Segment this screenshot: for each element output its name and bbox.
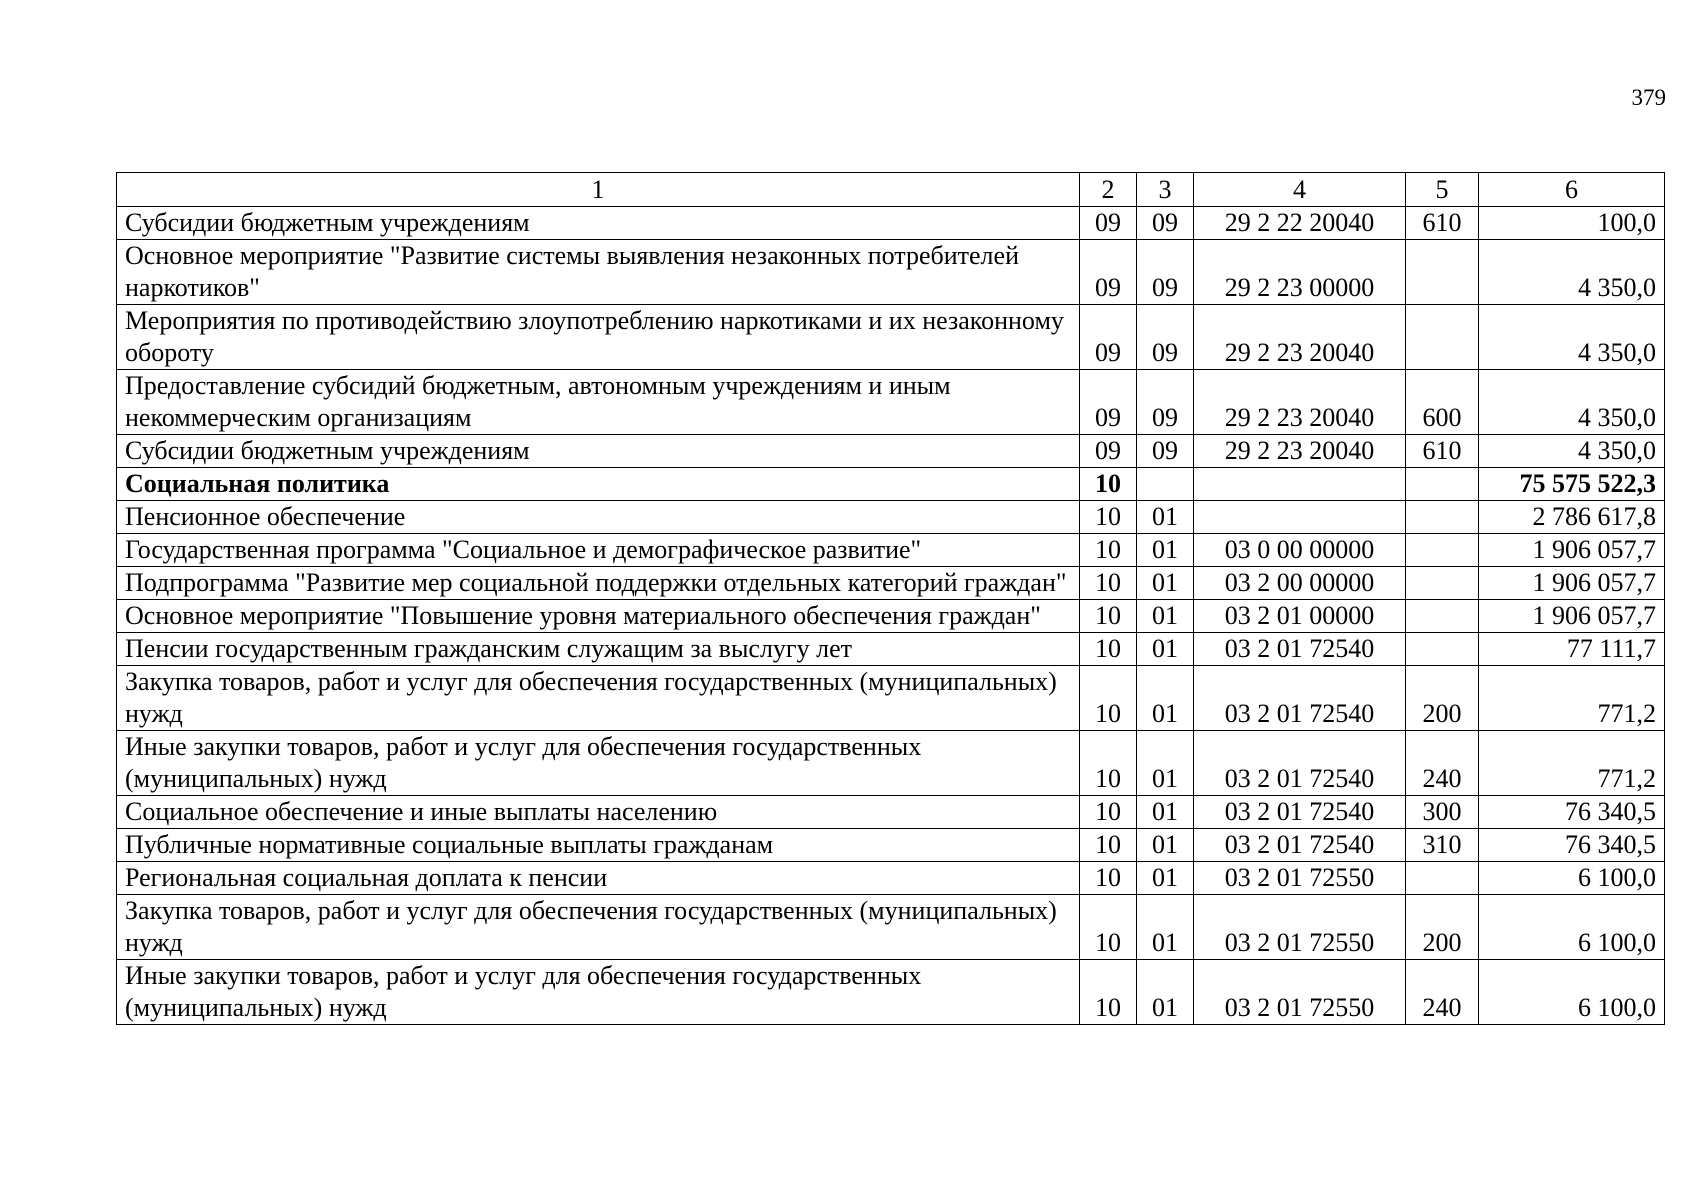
row-amount: 2 786 617,8 [1479, 501, 1665, 534]
row-target-code: 03 2 01 00000 [1194, 600, 1406, 633]
table-row [117, 207, 1665, 240]
row-amount: 4 350,0 [1479, 240, 1665, 305]
row-name: Закупка товаров, работ и услуг для обеспечения государственных (муниципальных) нужд [117, 895, 1080, 960]
row-target-code: 03 0 00 00000 [1194, 534, 1406, 567]
row-subsection: 01 [1137, 534, 1194, 567]
row-amount: 6 100,0 [1479, 895, 1665, 960]
row-target-code: 03 2 01 72550 [1194, 895, 1406, 960]
row-target-code [1194, 468, 1406, 501]
table-row [117, 796, 1665, 829]
row-section: 10 [1080, 731, 1137, 796]
row-target-code: 29 2 23 20040 [1194, 370, 1406, 435]
row-target-code: 03 2 01 72540 [1194, 666, 1406, 731]
header-col-amount: 6 [1479, 173, 1665, 207]
row-target-code: 03 2 00 00000 [1194, 567, 1406, 600]
row-name: Закупка товаров, работ и услуг для обеспечения государственных (муниципальных) нужд [117, 666, 1080, 731]
row-amount: 1 906 057,7 [1479, 534, 1665, 567]
row-name: Государственная программа "Социальное и демографическое развитие" [117, 534, 1080, 567]
row-expense-type: 240 [1406, 960, 1479, 1025]
row-amount: 100,0 [1479, 207, 1665, 240]
row-section: 09 [1080, 370, 1137, 435]
row-name: Основное мероприятие "Развитие системы выявления незаконных потребителей наркотиков" [117, 240, 1080, 305]
row-section: 10 [1080, 633, 1137, 666]
row-target-code: 03 2 01 72540 [1194, 731, 1406, 796]
row-target-code: 29 2 23 00000 [1194, 240, 1406, 305]
header-col-name: 1 [117, 173, 1080, 207]
row-section: 10 [1080, 468, 1137, 501]
row-section: 09 [1080, 240, 1137, 305]
row-target-code: 03 2 01 72550 [1194, 862, 1406, 895]
header-col-expense-type: 5 [1406, 173, 1479, 207]
row-subsection: 09 [1137, 370, 1194, 435]
row-amount: 4 350,0 [1479, 305, 1665, 370]
row-subsection: 01 [1137, 960, 1194, 1025]
row-section: 10 [1080, 862, 1137, 895]
header-col-target-code: 4 [1194, 173, 1406, 207]
row-target-code [1194, 501, 1406, 534]
row-section: 10 [1080, 796, 1137, 829]
table-row [117, 731, 1665, 796]
row-subsection: 09 [1137, 435, 1194, 468]
row-section: 10 [1080, 567, 1137, 600]
row-subsection: 01 [1137, 666, 1194, 731]
row-section: 10 [1080, 501, 1137, 534]
row-target-code: 29 2 22 20040 [1194, 207, 1406, 240]
header-col-subsection: 3 [1137, 173, 1194, 207]
table-row [117, 567, 1665, 600]
row-section: 10 [1080, 600, 1137, 633]
row-section: 09 [1080, 435, 1137, 468]
table-row [117, 534, 1665, 567]
table-row [117, 633, 1665, 666]
row-name: Иные закупки товаров, работ и услуг для обеспечения государственных (муниципальных) нужд [117, 731, 1080, 796]
row-name: Предоставление субсидий бюджетным, автономным учреждениям и иным некоммерческим организациям [117, 370, 1080, 435]
row-subsection: 01 [1137, 731, 1194, 796]
header-row [117, 173, 1665, 207]
row-section: 10 [1080, 829, 1137, 862]
row-amount: 6 100,0 [1479, 960, 1665, 1025]
row-name: Публичные нормативные социальные выплаты гражданам [117, 829, 1080, 862]
row-section: 09 [1080, 305, 1137, 370]
row-target-code: 03 2 01 72540 [1194, 829, 1406, 862]
row-expense-type [1406, 600, 1479, 633]
row-expense-type [1406, 534, 1479, 567]
table-row [117, 600, 1665, 633]
row-name: Подпрограмма "Развитие мер социальной поддержки отдельных категорий граждан" [117, 567, 1080, 600]
row-subsection: 01 [1137, 501, 1194, 534]
row-amount: 4 350,0 [1479, 370, 1665, 435]
row-subsection: 09 [1137, 305, 1194, 370]
row-subsection: 01 [1137, 796, 1194, 829]
row-subsection: 09 [1137, 207, 1194, 240]
row-expense-type [1406, 468, 1479, 501]
row-amount: 77 111,7 [1479, 633, 1665, 666]
row-section: 10 [1080, 960, 1137, 1025]
row-target-code: 03 2 01 72540 [1194, 796, 1406, 829]
row-amount: 1 906 057,7 [1479, 600, 1665, 633]
row-amount: 4 350,0 [1479, 435, 1665, 468]
row-name: Пенсии государственным гражданским служащим за выслугу лет [117, 633, 1080, 666]
row-section: 09 [1080, 207, 1137, 240]
row-expense-type: 600 [1406, 370, 1479, 435]
row-target-code: 29 2 23 20040 [1194, 435, 1406, 468]
row-name: Пенсионное обеспечение [117, 501, 1080, 534]
table-row-section-total [117, 468, 1665, 501]
row-name: Региональная социальная доплата к пенсии [117, 862, 1080, 895]
row-expense-type [1406, 633, 1479, 666]
table-row [117, 501, 1665, 534]
row-expense-type: 240 [1406, 731, 1479, 796]
row-subsection: 01 [1137, 829, 1194, 862]
row-amount: 76 340,5 [1479, 796, 1665, 829]
row-section: 10 [1080, 534, 1137, 567]
row-name: Субсидии бюджетным учреждениям [117, 207, 1080, 240]
header-col-section: 2 [1080, 173, 1137, 207]
row-subsection: 01 [1137, 567, 1194, 600]
row-expense-type [1406, 567, 1479, 600]
row-name: Субсидии бюджетным учреждениям [117, 435, 1080, 468]
row-amount: 76 340,5 [1479, 829, 1665, 862]
table-row [117, 666, 1665, 731]
row-expense-type: 310 [1406, 829, 1479, 862]
table-row [117, 305, 1665, 370]
table-row [117, 240, 1665, 305]
row-expense-type [1406, 501, 1479, 534]
table-row [117, 862, 1665, 895]
row-expense-type: 610 [1406, 207, 1479, 240]
row-expense-type [1406, 862, 1479, 895]
row-amount: 75 575 522,3 [1479, 468, 1665, 501]
row-expense-type: 610 [1406, 435, 1479, 468]
table-row [117, 370, 1665, 435]
row-subsection: 01 [1137, 600, 1194, 633]
page-number: 379 [1631, 85, 1666, 110]
row-name: Иные закупки товаров, работ и услуг для обеспечения государственных (муниципальных) нужд [117, 960, 1080, 1025]
row-target-code: 03 2 01 72540 [1194, 633, 1406, 666]
row-name: Социальная политика [117, 468, 1080, 501]
row-subsection: 09 [1137, 240, 1194, 305]
table-row [117, 960, 1665, 1025]
row-target-code: 03 2 01 72550 [1194, 960, 1406, 1025]
table-row [117, 829, 1665, 862]
row-subsection: 01 [1137, 862, 1194, 895]
row-amount: 6 100,0 [1479, 862, 1665, 895]
row-amount: 771,2 [1479, 731, 1665, 796]
budget-table [116, 172, 1665, 1025]
row-name: Основное мероприятие "Повышение уровня материального обеспечения граждан" [117, 600, 1080, 633]
row-subsection: 01 [1137, 895, 1194, 960]
row-expense-type: 200 [1406, 895, 1479, 960]
table-row [117, 435, 1665, 468]
row-expense-type: 300 [1406, 796, 1479, 829]
row-section: 10 [1080, 666, 1137, 731]
row-expense-type [1406, 240, 1479, 305]
table-row [117, 895, 1665, 960]
row-expense-type [1406, 305, 1479, 370]
row-subsection [1137, 468, 1194, 501]
row-amount: 771,2 [1479, 666, 1665, 731]
row-name: Социальное обеспечение и иные выплаты населению [117, 796, 1080, 829]
row-name: Мероприятия по противодействию злоупотреблению наркотиками и их незаконному обороту [117, 305, 1080, 370]
row-target-code: 29 2 23 20040 [1194, 305, 1406, 370]
row-amount: 1 906 057,7 [1479, 567, 1665, 600]
row-section: 10 [1080, 895, 1137, 960]
row-subsection: 01 [1137, 633, 1194, 666]
row-expense-type: 200 [1406, 666, 1479, 731]
